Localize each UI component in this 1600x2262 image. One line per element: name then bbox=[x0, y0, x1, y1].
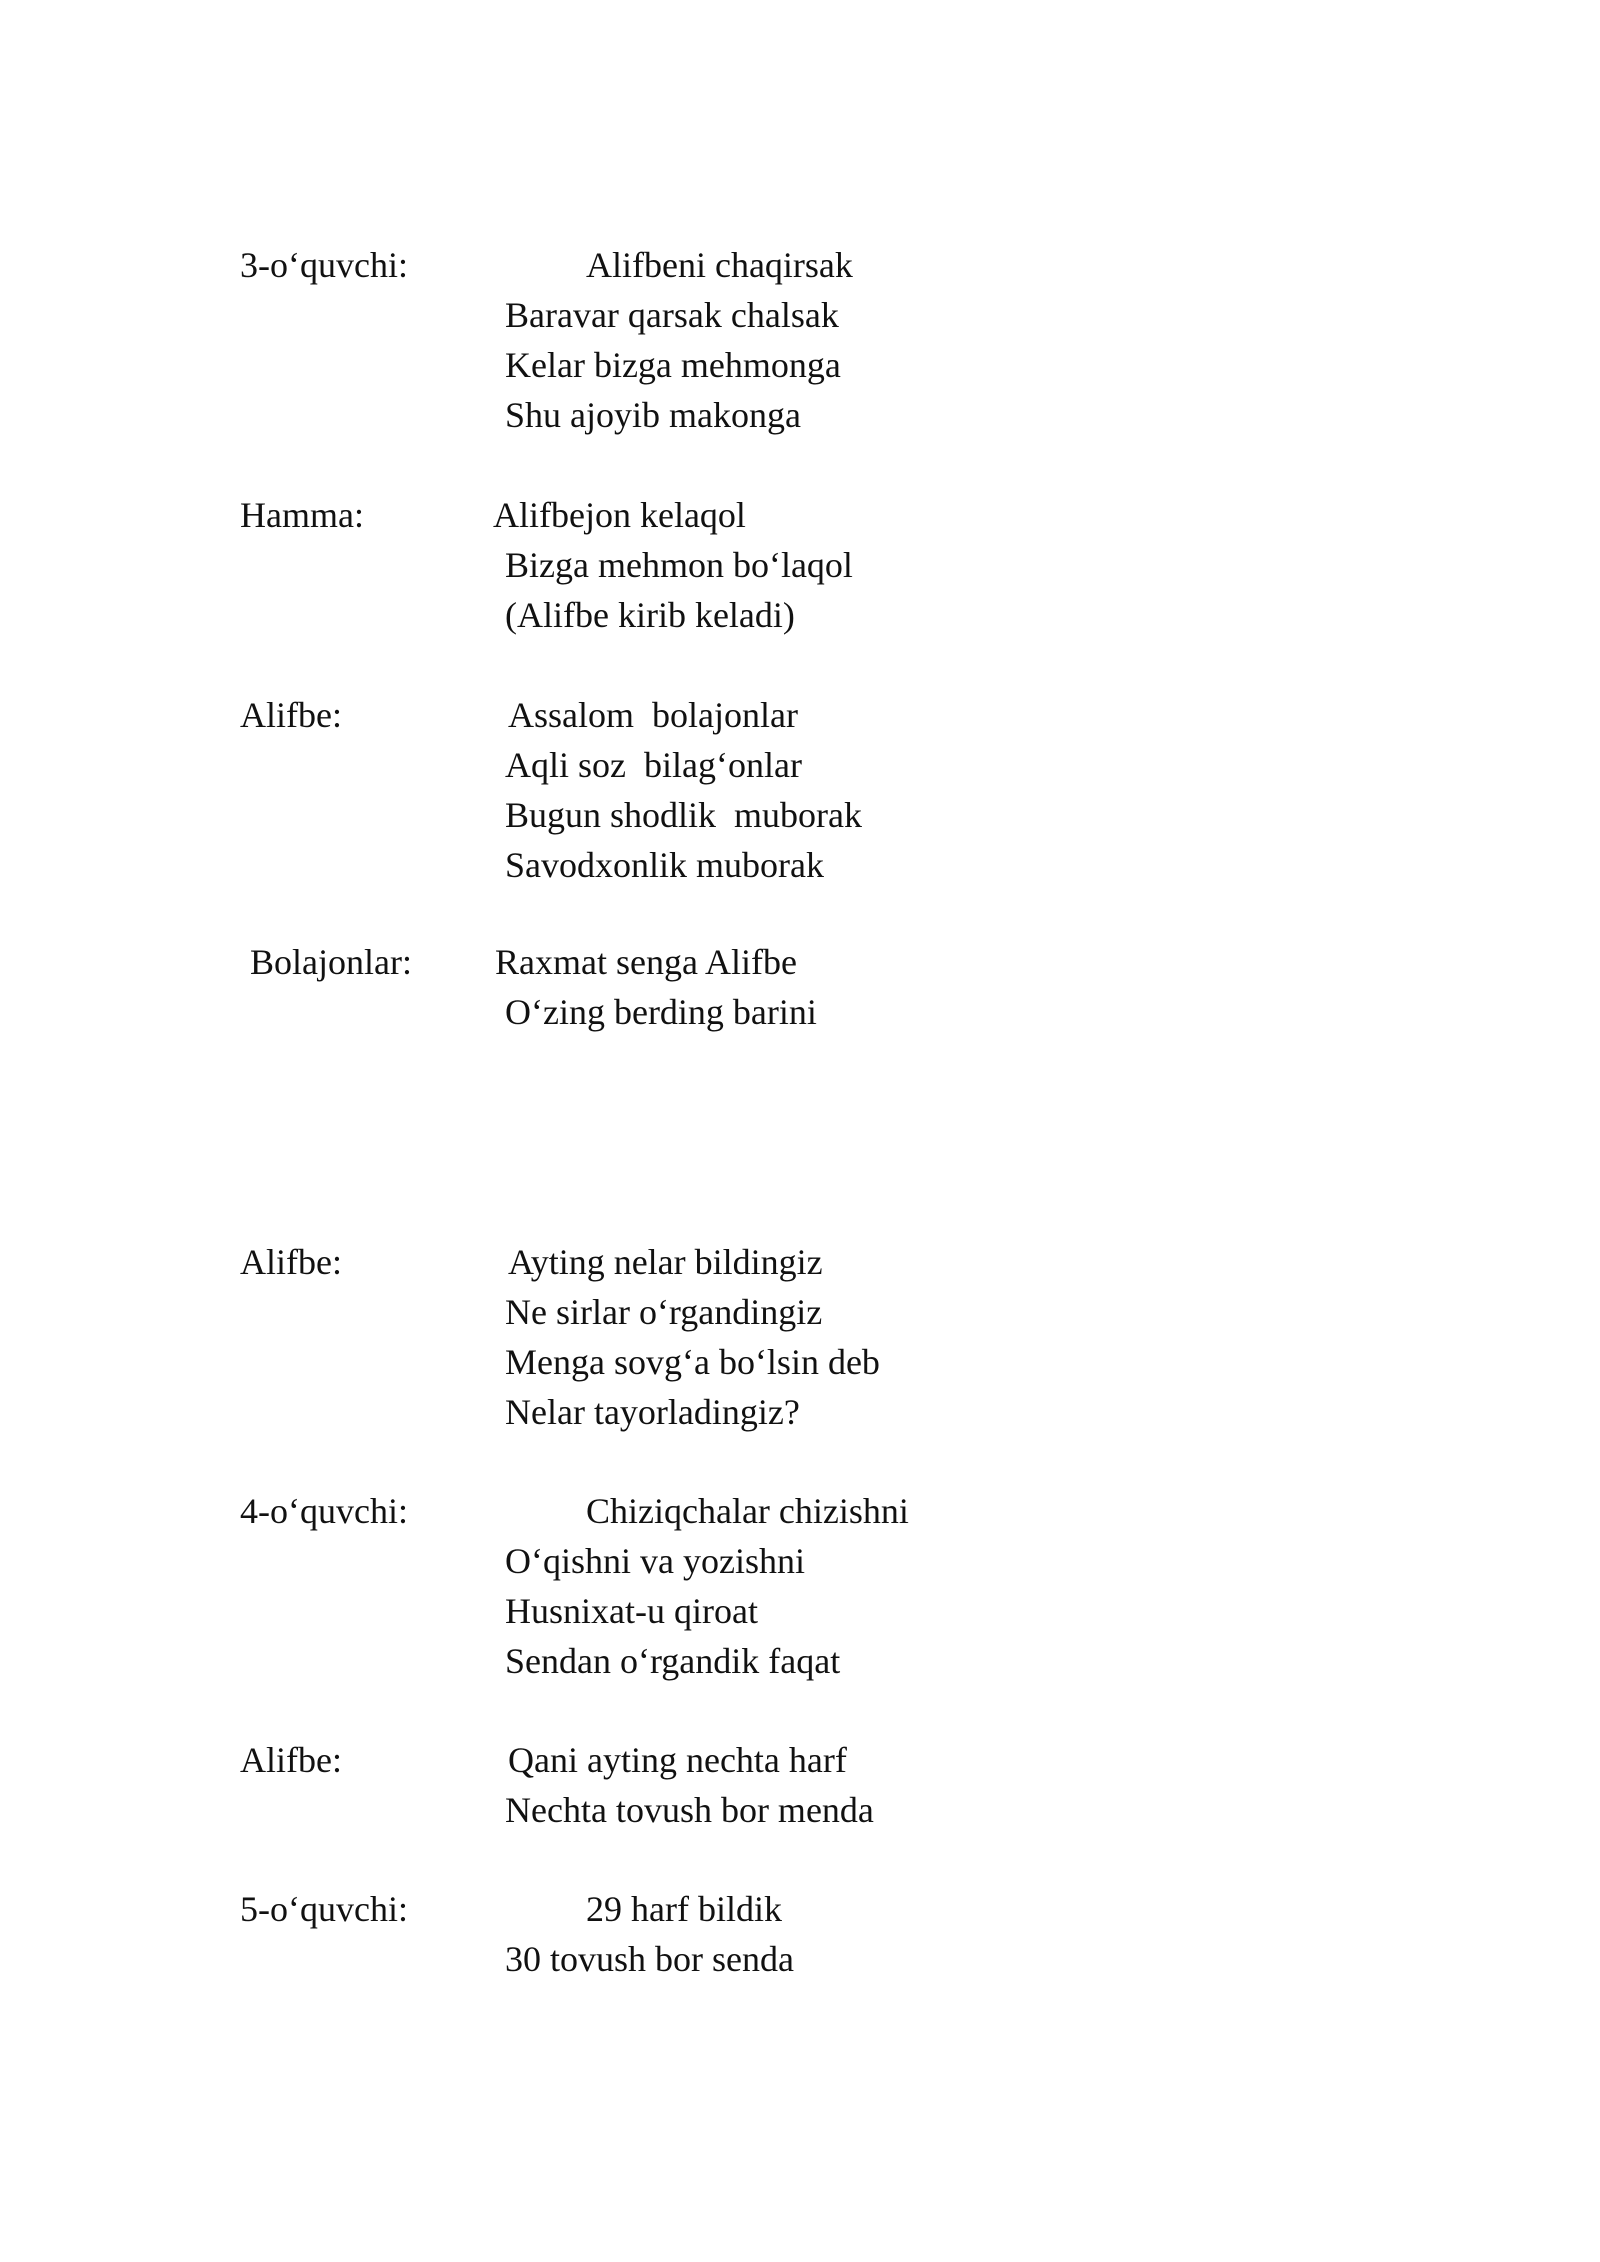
verse-line: Bugun shodlik muborak bbox=[505, 795, 862, 835]
verse-line: Baravar qarsak chalsak bbox=[505, 295, 839, 335]
verse-line: Chiziqchalar chizishni bbox=[586, 1491, 909, 1531]
verse-line: Aqli soz bilag‘onlar bbox=[505, 745, 802, 785]
speaker-label: Bolajonlar: bbox=[250, 942, 412, 982]
speaker-label: 3-o‘quvchi: bbox=[240, 245, 408, 285]
verse-line: Nelar tayorladingiz? bbox=[505, 1392, 800, 1432]
verse-line: Kelar bizga mehmonga bbox=[505, 345, 841, 385]
verse-line: Bizga mehmon bo‘laqol bbox=[505, 545, 853, 585]
verse-line: Savodxonlik muborak bbox=[505, 845, 824, 885]
speaker-label: Hamma: bbox=[240, 495, 364, 535]
verse-line: Ayting nelar bildingiz bbox=[508, 1242, 823, 1282]
verse-line: Ne sirlar o‘rgandingiz bbox=[505, 1292, 823, 1332]
speaker-label: Alifbe: bbox=[240, 1740, 342, 1780]
verse-line: (Alifbe kirib keladi) bbox=[505, 595, 795, 635]
verse-line: Alifbejon kelaqol bbox=[493, 495, 746, 535]
verse-line: Sendan o‘rgandik faqat bbox=[505, 1641, 841, 1681]
verse-line: O‘qishni va yozishni bbox=[505, 1541, 805, 1581]
speaker-label: 5-o‘quvchi: bbox=[240, 1889, 408, 1929]
verse-line: 30 tovush bor senda bbox=[505, 1939, 794, 1979]
verse-line: Menga sovg‘a bo‘lsin deb bbox=[505, 1342, 880, 1382]
verse-line: Qani ayting nechta harf bbox=[508, 1740, 847, 1780]
verse-line: Husnixat-u qiroat bbox=[505, 1591, 758, 1631]
speaker-label: 4-o‘quvchi: bbox=[240, 1491, 408, 1531]
verse-line: Assalom bolajonlar bbox=[508, 695, 798, 735]
speaker-label: Alifbe: bbox=[240, 695, 342, 735]
verse-line: 29 harf bildik bbox=[586, 1889, 782, 1929]
verse-line: Nechta tovush bor menda bbox=[505, 1790, 874, 1830]
verse-line: Shu ajoyib makonga bbox=[505, 395, 801, 435]
verse-line: Raxmat senga Alifbe bbox=[495, 942, 797, 982]
speaker-label: Alifbe: bbox=[240, 1242, 342, 1282]
verse-line: Alifbeni chaqirsak bbox=[586, 245, 853, 285]
verse-line: O‘zing berding barini bbox=[505, 992, 817, 1032]
